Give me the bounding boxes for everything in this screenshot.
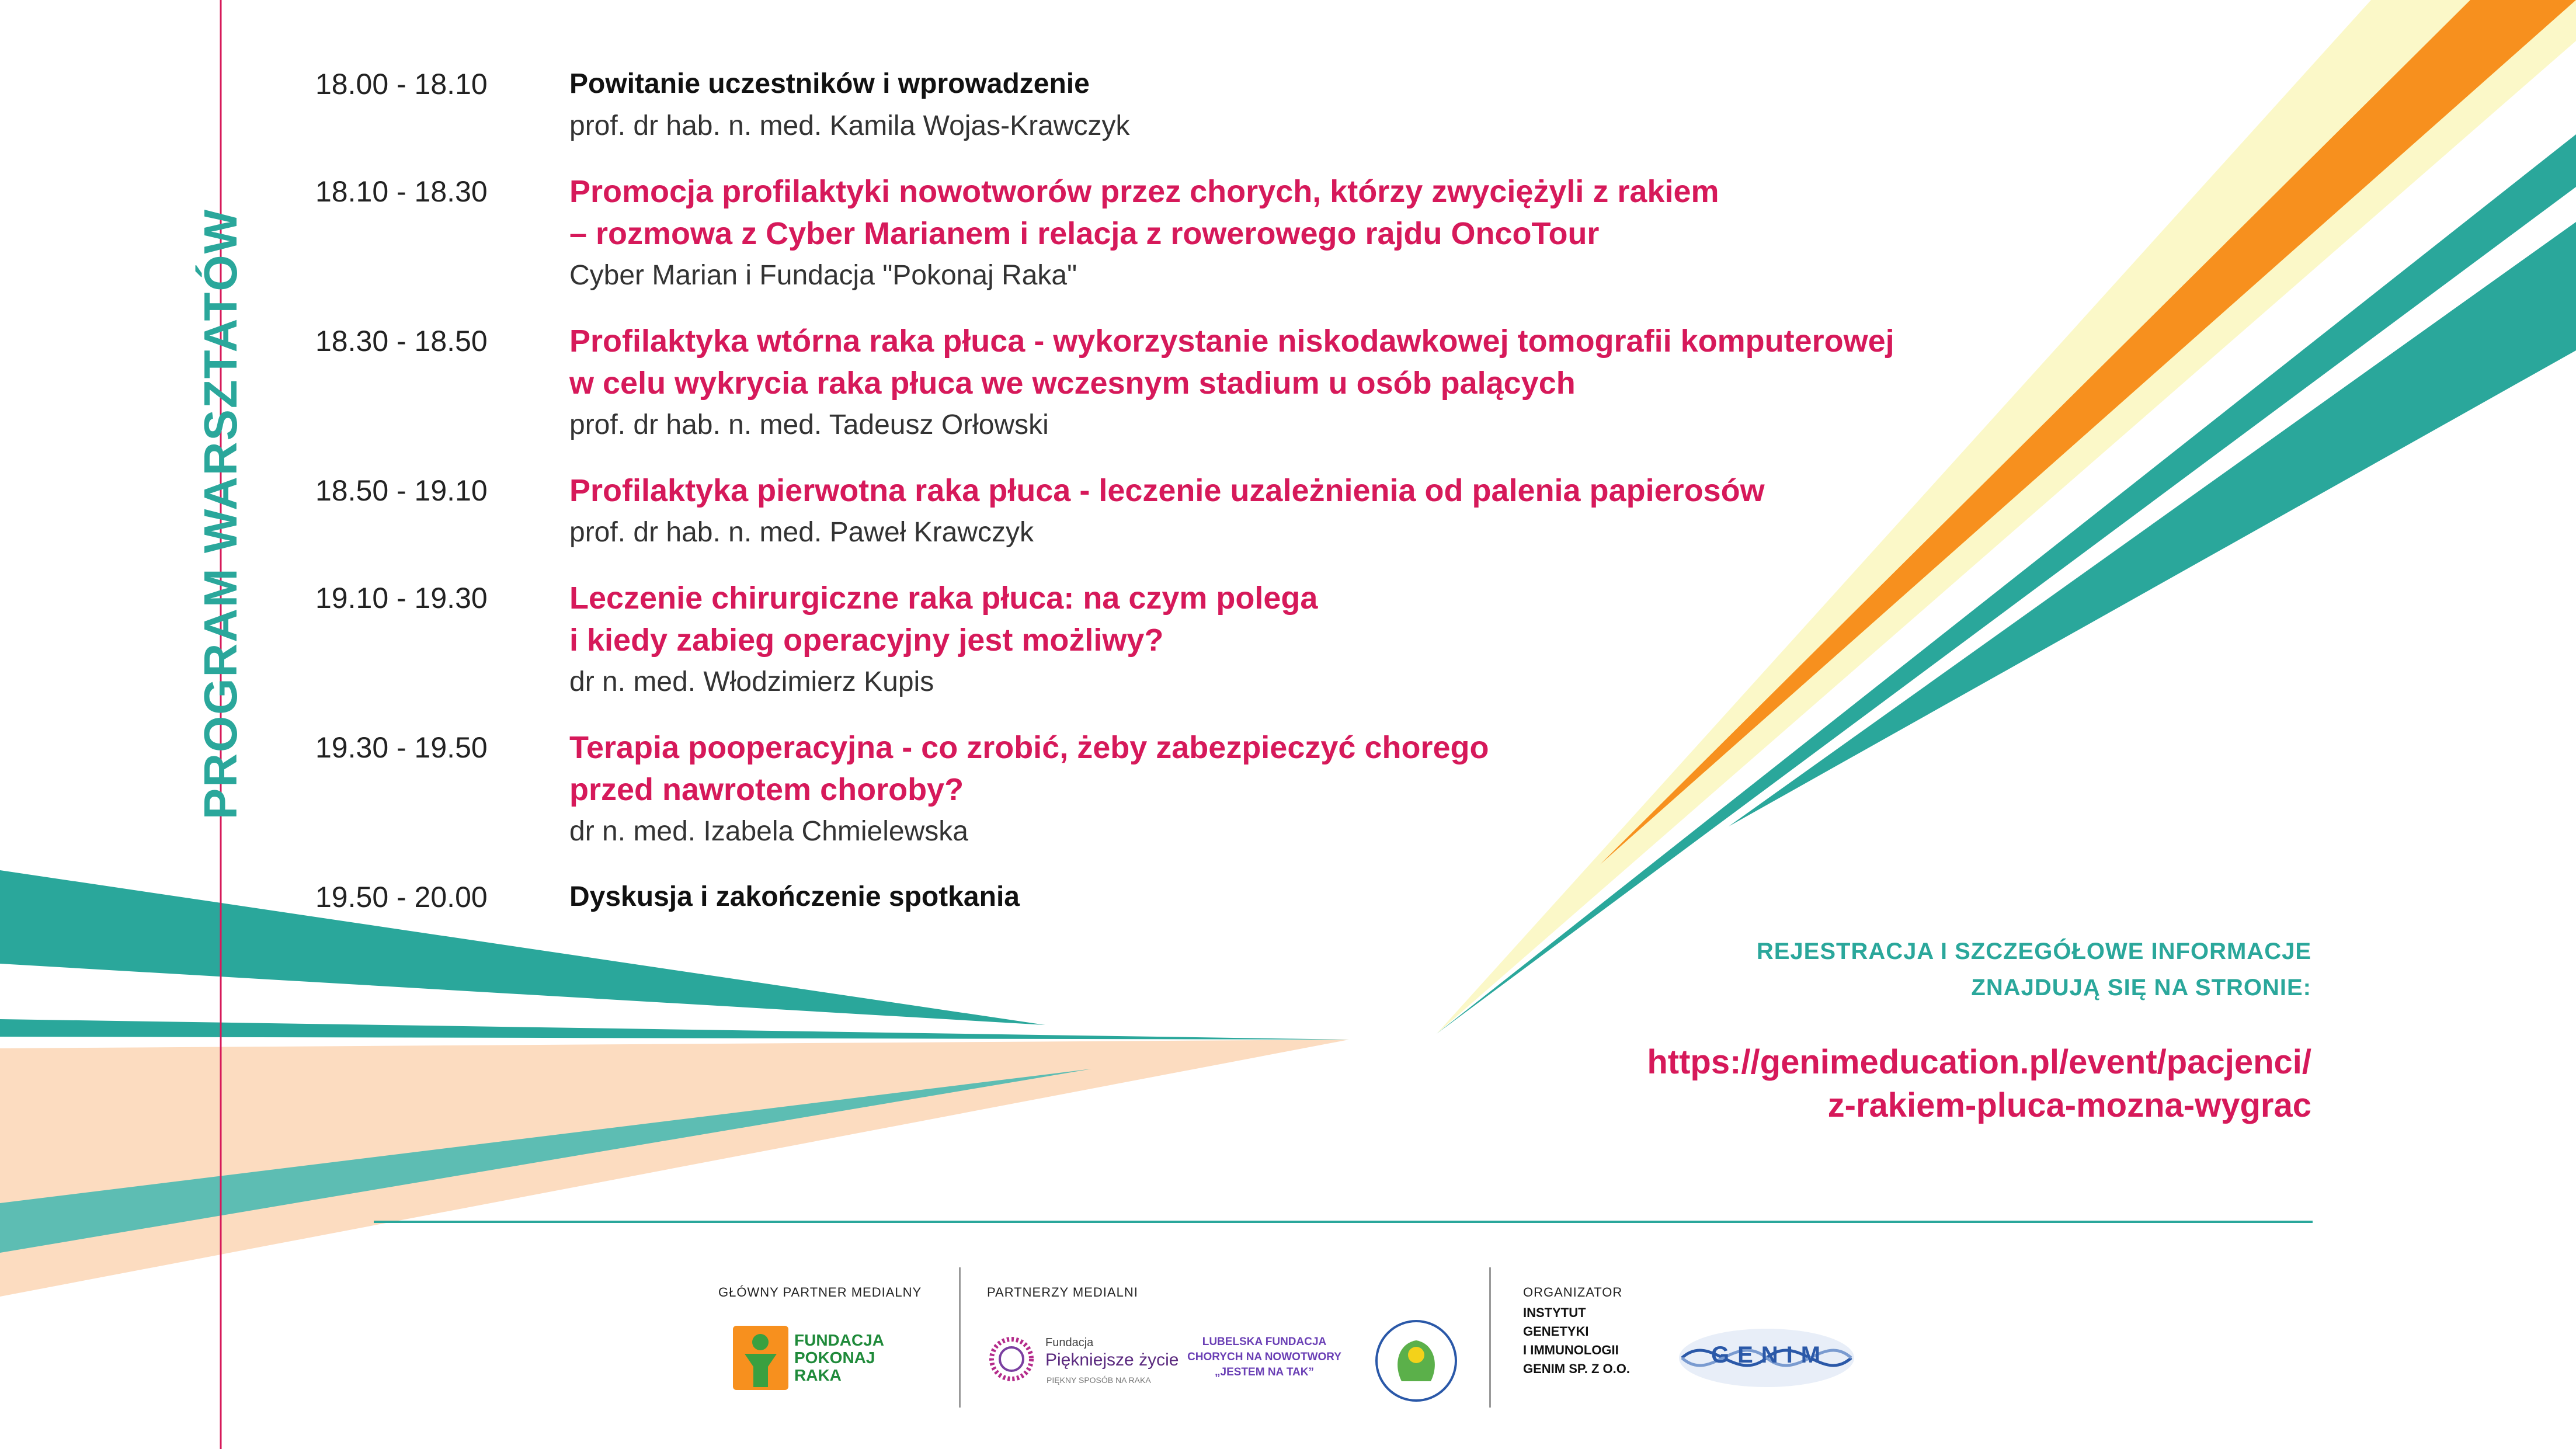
partners-footer — [718, 1267, 1886, 1419]
agenda-title: Promocja profilaktyki nowotworów przez chorych, którzy zwyciężyli z rakiem – rozmowa z Cyber Marianem i relacja z rowerowego rajdu OncoTour — [569, 174, 1719, 251]
fundacja-logo-text: FUNDACJA POKONAJ RAKA — [794, 1331, 884, 1384]
main-partner-label: GŁÓWNY PARTNER MEDIALNY — [718, 1285, 922, 1299]
agenda-time: 19.10 - 19.30 — [315, 582, 488, 614]
peach-band — [0, 1040, 1349, 1297]
fundacja-pokonaj-raka-logo — [733, 1326, 788, 1390]
agenda-speaker: dr n. med. Włodzimierz Kupis — [569, 666, 934, 697]
media-partners-label: PARTNERZY MEDIALNI — [987, 1285, 1138, 1299]
piekniejsze-top-text: Fundacja — [1045, 1336, 1094, 1349]
agenda-time: 18.10 - 18.30 — [315, 175, 488, 208]
agenda-time: 18.30 - 18.50 — [315, 325, 488, 357]
agenda-list — [315, 63, 2009, 941]
footer-divider — [374, 1221, 2313, 1223]
registration-link[interactable]: https://genimeducation.pl/event/pacjenci/ z-rakiem-pluca-mozna-wygrac — [1647, 1043, 2311, 1124]
agenda-item — [315, 727, 2009, 853]
piekniejsze-zycie-logo — [987, 1335, 1037, 1384]
agenda-title: Dyskusja i zakończenie spotkania — [569, 881, 1020, 912]
agenda-title: Leczenie chirurgiczne raka płuca: na czym polega i kiedy zabieg operacyjny jest możliwy? — [569, 581, 1318, 658]
lubelska-fundacja-logo: LUBELSKA FUNDACJA CHORYCH NA NOWOTWORY „JESTEM NA TAK” — [1187, 1336, 1341, 1378]
teal-lower-band — [0, 1019, 1349, 1040]
agenda-item — [315, 470, 2009, 554]
stowarzyszenie-badge-logo — [1372, 1317, 1460, 1405]
agenda-speaker: prof. dr hab. n. med. Tadeusz Orłowski — [569, 409, 1049, 440]
agenda-speaker: prof. dr hab. n. med. Kamila Wojas-Krawczyk — [569, 110, 1130, 141]
piekniejsze-sub-text: PIĘKNY SPOSÓB NA RAKA — [1047, 1375, 1151, 1385]
agenda-item — [315, 876, 2009, 918]
agenda-time: 18.50 - 19.10 — [315, 474, 488, 507]
partner-divider — [959, 1267, 961, 1408]
agenda-item — [315, 577, 2009, 703]
agenda-title: Powitanie uczestników i wprowadzenie — [569, 68, 1090, 99]
agenda-item — [315, 320, 2009, 446]
registration-info — [1647, 933, 2311, 1127]
agenda-item — [315, 171, 2009, 297]
agenda-title: Profilaktyka pierwotna raka płuca - leczenie uzależnienia od palenia papierosów — [569, 473, 1765, 508]
program-title: PROGRAM WARSZTATÓW — [194, 208, 246, 820]
organizer-name: INSTYTUT GENETYKI I IMMUNOLOGII GENIM SP. Z O.O. — [1523, 1305, 1630, 1376]
agenda-time: 19.30 - 19.50 — [315, 731, 488, 764]
agenda-speaker: Cyber Marian i Fundacja "Pokonaj Raka" — [569, 260, 1077, 291]
piekniejsze-main-text: Piękniejsze życie — [1045, 1350, 1179, 1370]
agenda-title: Profilaktyka wtórna raka płuca - wykorzystanie niskodawkowej tomografii komputerowej w celu wykrycia raka płuca we wczesnym stadium u osób palących — [569, 324, 1894, 401]
agenda-title: Terapia pooperacyjna - co zrobić, żeby zabezpieczyć chorego przed nawrotem choroby? — [569, 730, 1489, 807]
agenda-time: 18.00 - 18.10 — [315, 68, 488, 100]
agenda-item — [315, 63, 2009, 147]
genim-logo-text: GENIM — [1711, 1342, 1829, 1368]
agenda-time: 19.50 - 20.00 — [315, 881, 488, 913]
agenda-speaker: prof. dr hab. n. med. Paweł Krawczyk — [569, 517, 1034, 548]
partner-divider — [1489, 1267, 1491, 1408]
registration-heading: REJESTRACJA I SZCZEGÓŁOWE INFORMACJE ZNAJDUJĄ SIĘ NA STRONIE: — [1756, 939, 2311, 1000]
organizer-label: ORGANIZATOR — [1523, 1285, 1623, 1299]
agenda-speaker: dr n. med. Izabela Chmielewska — [569, 816, 968, 847]
